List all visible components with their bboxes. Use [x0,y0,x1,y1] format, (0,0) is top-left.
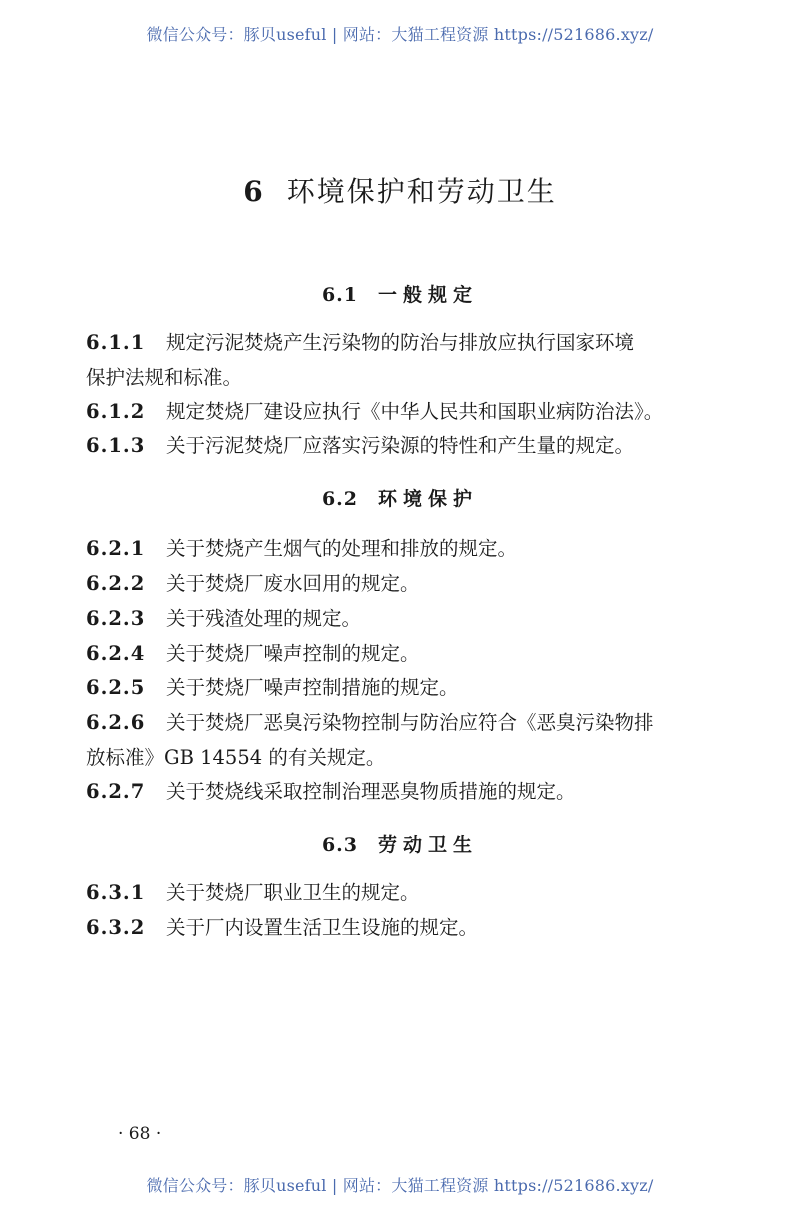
clause [86,916,736,940]
clause-number: 6.1.1 [86,331,146,354]
section-heading [0,280,800,307]
clause-number: 6.2.5 [86,676,146,699]
clause [86,331,736,355]
clause-text: 关于焚烧线采取控制治理恶臭物质措施的规定。 [166,780,576,803]
clause-number: 6.2.4 [86,642,146,665]
clause [86,676,736,700]
clause [86,572,736,596]
section-number: 6.1 [321,284,359,306]
clause-text: 关于焚烧厂恶臭污染物控制与防治应符合《恶臭污染物排 [166,711,654,734]
clause-number: 6.2.2 [86,572,146,595]
section-title: 环境保护 [378,488,479,510]
section-heading [0,830,800,857]
section-number: 6.3 [321,834,359,856]
clause-text: 关于厂内设置生活卫生设施的规定。 [166,916,479,939]
clause-text: 关于焚烧厂噪声控制措施的规定。 [166,676,459,699]
section-number: 6.2 [321,488,359,510]
clause-number: 6.1.2 [86,400,146,423]
watermark-footer: 微信公众号：豚贝useful | 网站：大猫工程资源 https://521686.xyz/ [146,1176,654,1195]
chapter-number: 6 [243,175,265,208]
clause [86,780,736,804]
section-title: 一般规定 [378,284,479,306]
clause-text: 规定焚烧厂建设应执行《中华人民共和国职业病防治法》。 [166,400,664,423]
clause-text: 关于焚烧厂废水回用的规定。 [166,572,420,595]
chapter-title-text: 环境保护和劳动卫生 [286,175,557,208]
clause-continuation: 放标准》GB 14554 的有关规定。 [86,746,386,769]
clause-text: 关于焚烧厂职业卫生的规定。 [166,881,420,904]
clause-number: 6.2.3 [86,607,146,630]
clause-text: 关于污泥焚烧厂应落实污染源的特性和产生量的规定。 [166,434,635,457]
watermark-header: 微信公众号：豚贝useful | 网站：大猫工程资源 https://521686.xyz/ [146,25,654,44]
clause-number: 6.2.1 [86,537,146,560]
clause [86,881,736,905]
clause [86,642,736,666]
clause [86,537,736,561]
section-title: 劳动卫生 [378,834,479,856]
clause [86,434,736,458]
clause-number: 6.2.7 [86,780,146,803]
clause-text: 关于残渣处理的规定。 [166,607,362,630]
page-number: · 68 · [118,1124,162,1144]
clause-number: 6.3.2 [86,916,146,939]
clause-number: 6.3.1 [86,881,146,904]
clause [86,400,736,424]
clause-text: 规定污泥焚烧产生污染物的防治与排放应执行国家环境 [166,331,635,354]
clause-text: 关于焚烧厂噪声控制的规定。 [166,642,420,665]
clause-text: 关于焚烧产生烟气的处理和排放的规定。 [166,537,518,560]
section-heading [0,484,800,511]
clause-continuation: 保护法规和标准。 [86,366,243,389]
clause [86,711,736,735]
clause-number: 6.1.3 [86,434,146,457]
clause [86,607,736,631]
chapter-title [0,170,800,210]
clause-number: 6.2.6 [86,711,146,734]
